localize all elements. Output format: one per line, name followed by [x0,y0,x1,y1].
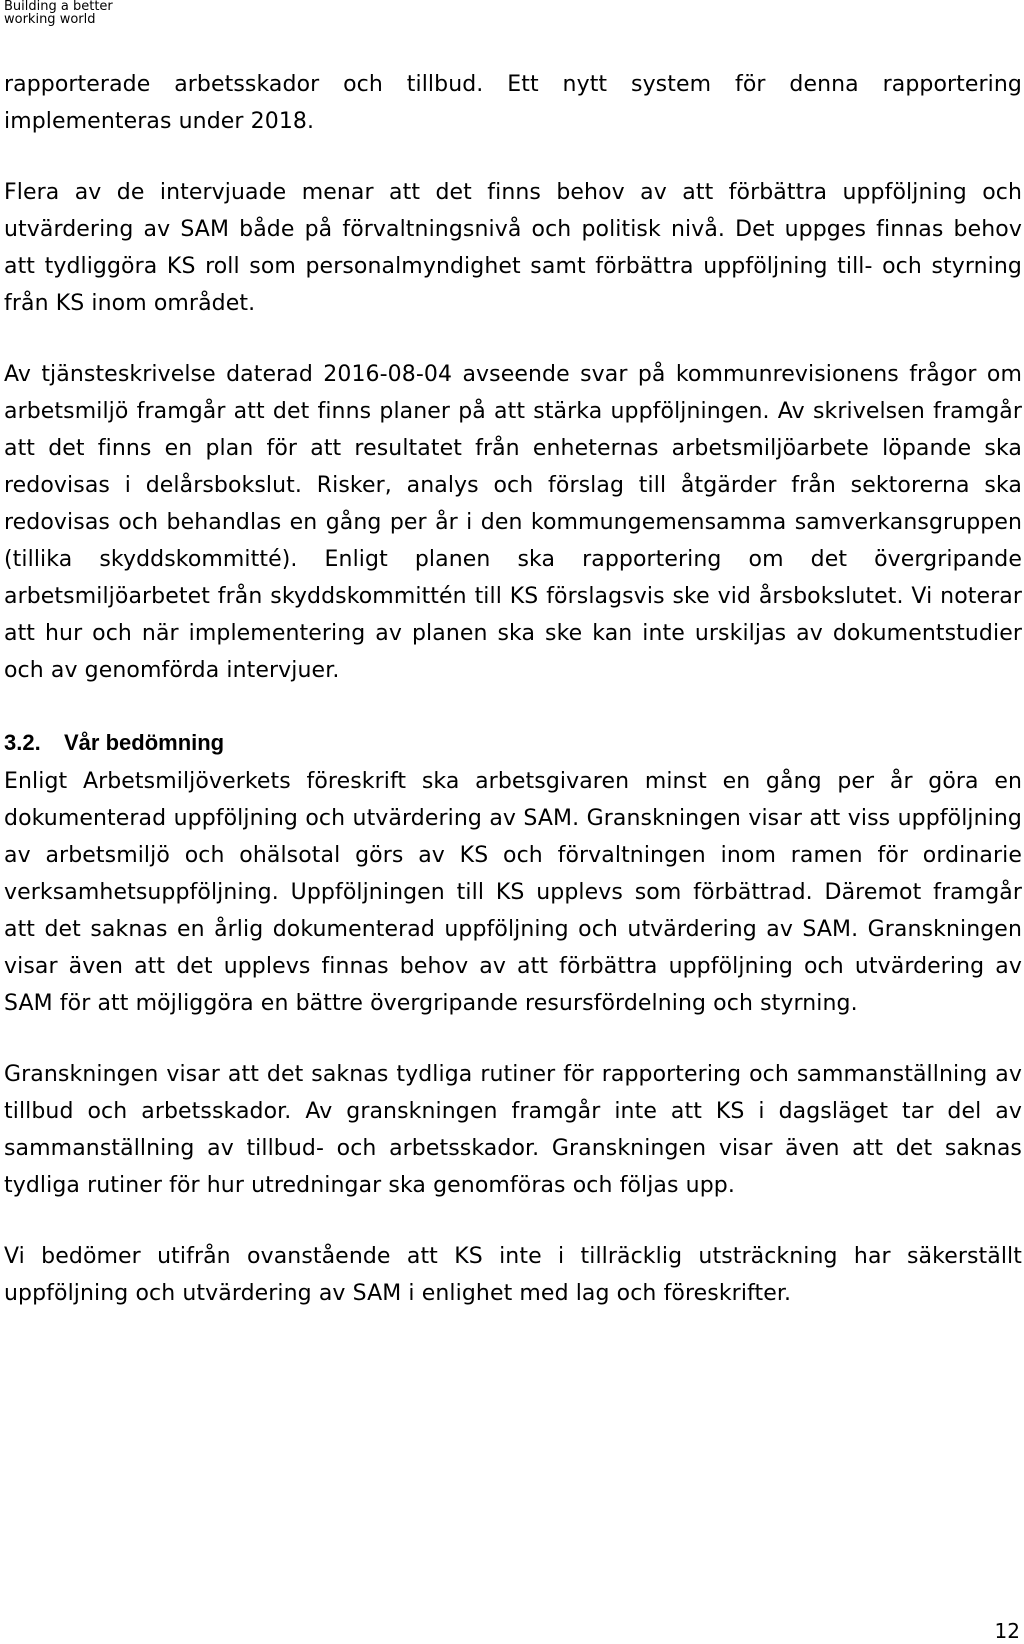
document-body [4,66,1022,1348]
logo-tagline-line1: Building a better [4,0,113,14]
section-title: Vår bedömning [64,730,225,755]
paragraph-assessment-routines: Granskningen visar att det saknas tydliga rutiner för rapportering och sammanställning av tillbud och arbetsskador. Av granskningen framgår inte att KS i dagsläget tar del av sammanställning av tillbud- och arbetsskador. Granskningen visar även att det saknas tydliga rutiner för hur utredningar ska genomföras och följas upp. [4,1062,1022,1198]
paragraph-service-memo: Av tjänsteskrivelse daterad 2016-08-04 avseende svar på kommunrevisionens frågor om arbetsmiljö framgår att det finns planer på att stärka uppföljningen. Av skrivelsen framgår att det finns en plan för att resultatet från enheternas arbetsmiljöarbete löpande ska redovisas i delårsbokslut. Risker, analys och förslag till åtgärder från sektorerna ska redovisas och behandlas en gång per år i den kommungemensamma samverkansgruppen (tillika skyddskommitté). Enligt planen ska rapportering om det övergripande arbetsmiljöarbetet från skyddskommittén till KS förslagsvis ske vid årsbokslutet. Vi noterar att hur och när implementering av planen ska ske kan inte urskiljas av dokumentstudier och av genomförda intervjuer. [4,362,1022,683]
page-number: 12 [994,1619,1020,1643]
section-number: 3.2. [4,730,41,755]
section-heading [4,725,1022,761]
paragraph-assessment-conclusion: Vi bedömer utifrån ovanstående att KS inte i tillräcklig utsträckning har säkerställt uppföljning och utvärdering av SAM i enlighet med lag och föreskrifter. [4,1244,1022,1306]
paragraph-interview-findings: Flera av de intervjuade menar att det finns behov av att förbättra uppföljning och utvärdering av SAM både på förvaltningsnivå och politisk nivå. Det uppges finnas behov att tydliggöra KS roll som personalmyndighet samt förbättra uppföljning till- och styrning från KS inom området. [4,180,1022,316]
paragraph-assessment-followup: Enligt Arbetsmiljöverkets föreskrift ska arbetsgivaren minst en gång per år göra en dokumenterad uppföljning och utvärdering av SAM. Granskningen visar att viss uppföljning av arbetsmiljö och ohälsotal görs av KS och förvaltningen inom ramen för ordinarie verksamhetsuppföljning. Uppföljningen till KS upplevs som förbättrad. Däremot framgår att det saknas en årlig dokumenterad uppföljning och utvärdering av SAM. Granskningen visar även att det upplevs finnas behov av att förbättra uppföljning och utvärdering av SAM för att möjliggöra en bättre övergripande resursfördelning och styrning. [4,769,1022,1016]
paragraph-reporting-system: rapporterade arbetsskador och tillbud. Ett nytt system för denna rapportering implementeras under 2018. [4,72,1022,134]
logo-tagline-line2: working world [4,12,96,27]
company-logo [4,0,113,26]
